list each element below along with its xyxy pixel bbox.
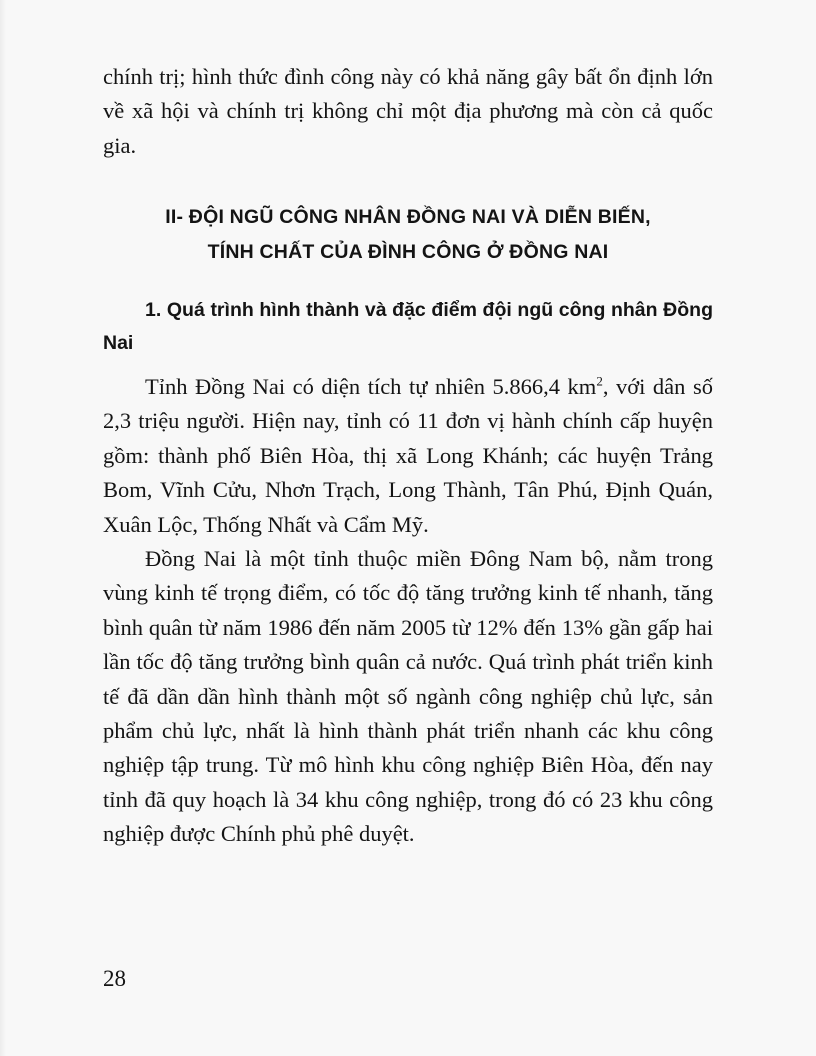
section-heading	[100, 200, 716, 270]
paragraph-1	[103, 370, 713, 542]
page-edge-shadow	[0, 0, 6, 1056]
body-text-block	[103, 370, 713, 852]
paragraph-1-text: Tỉnh Đồng Nai có diện tích tự nhiên 5.866,4 km	[145, 374, 597, 399]
paragraph-1-text-cont: , với dân số 2,3 triệu người. Hiện nay, tỉnh có 11 đơn vị hành chính cấp huyện gồm: thành phố Biên Hòa, thị xã Long Khánh; các huyện Trảng Bom, Vĩnh Cửu, Nhơn Trạch, Long Thành, Tân Phú, Định Quán, Xuân Lộc, Thống Nhất và Cẩm Mỹ.	[103, 374, 713, 537]
superscript: 2	[596, 373, 603, 389]
section-heading-line-2: TÍNH CHẤT CỦA ĐÌNH CÔNG Ở ĐỒNG NAI	[207, 241, 609, 263]
paragraph-2: Đồng Nai là một tỉnh thuộc miền Đông Nam bộ, nằm trong vùng kinh tế trọng điểm, có tốc độ tăng trưởng kinh tế nhanh, tăng bình quân từ năm 1986 đến năm 2005 từ 12% đến 13% gần gấp hai lần tốc độ tăng trưởng bình quân cả nước. Quá trình phát triển kinh tế đã dần dần hình thành một số ngành công nghiệp chủ lực, sản phẩm chủ lực, nhất là hình thành phát triển nhanh các khu công nghiệp tập trung. Từ mô hình khu công nghiệp Biên Hòa, đến nay tỉnh đã quy hoạch là 34 khu công nghiệp, trong đó có 23 khu công nghiệp được Chính phủ phê duyệt.	[103, 546, 713, 847]
subsection-heading: 1. Quá trình hình thành và đặc điểm đội ngũ công nhân Đồng Nai	[103, 299, 713, 354]
section-heading-line-1: II- ĐỘI NGŨ CÔNG NHÂN ĐỒNG NAI VÀ DIỄN BIẾN,	[165, 206, 651, 228]
intro-paragraph: chính trị; hình thức đình công này có khả năng gây bất ổn định lớn về xã hội và chính trị không chỉ một địa phương mà còn cả quốc gia.	[103, 64, 713, 158]
page-number: 28	[103, 966, 126, 991]
intro-paragraph-block	[103, 60, 713, 163]
